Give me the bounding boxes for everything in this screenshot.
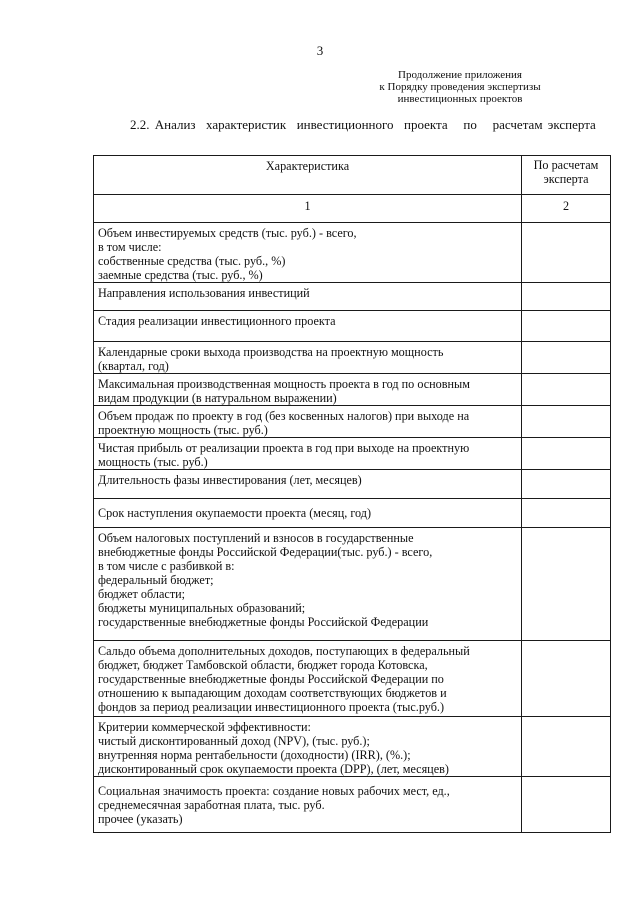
table-row [94, 777, 611, 833]
row-expert-value[interactable] [522, 528, 611, 641]
row-characteristic [94, 283, 522, 311]
row-line: внутренняя норма рентабельности (доходности) (IRR), (%.); [98, 748, 411, 762]
row-characteristic [94, 528, 522, 641]
table-row [94, 406, 611, 438]
row-expert-value[interactable] [522, 311, 611, 342]
section-title: 2.2. Анализ характеристик инвестиционного проекта по расчетам эксперта [130, 117, 596, 132]
row-line: Чистая прибыль от реализации проекта в год при выходе на проектную [98, 441, 470, 455]
table-row [94, 223, 611, 283]
row-expert-value[interactable] [522, 374, 611, 406]
row-expert-value[interactable] [522, 406, 611, 438]
header-expert-calc: По расчетам эксперта [522, 156, 611, 195]
row-line: видам продукции (в натуральном выражении) [98, 391, 337, 405]
row-line: Стадия реализации инвестиционного проекта [98, 314, 336, 328]
row-expert-value[interactable] [522, 777, 611, 833]
row-line: в том числе с разбивкой в: [98, 559, 235, 573]
row-line: бюджет области; [98, 587, 186, 601]
row-line: Срок наступления окупаемости проекта (месяц, год) [98, 506, 372, 520]
row-line: федеральный бюджет; [98, 573, 214, 587]
row-line: чистый дисконтированный доход (NPV), (тыс. руб.); [98, 734, 370, 748]
table-row [94, 283, 611, 311]
row-line: Объем налоговых поступлений и взносов в государственные [98, 531, 414, 545]
row-line: Социальная значимость проекта: создание новых рабочих мест, ед., [98, 784, 450, 798]
table-row [94, 470, 611, 499]
row-line: государственные внебюджетные фонды Российской Федерации по [98, 672, 444, 686]
table-row [94, 342, 611, 374]
row-expert-value[interactable] [522, 283, 611, 311]
row-line: Максимальная производственная мощность проекта в год по основным [98, 377, 470, 391]
row-characteristic [94, 311, 522, 342]
analysis-table [93, 155, 611, 833]
table-row [94, 311, 611, 342]
row-characteristic [94, 438, 522, 470]
row-line: прочее (указать) [98, 812, 183, 826]
row-characteristic [94, 406, 522, 438]
row-characteristic [94, 470, 522, 499]
row-characteristic [94, 223, 522, 283]
table-row [94, 641, 611, 717]
row-expert-value[interactable] [522, 641, 611, 717]
row-line: (квартал, год) [98, 359, 169, 373]
row-characteristic [94, 499, 522, 528]
row-line: Критерии коммерческой эффективности: [98, 720, 311, 734]
row-line: собственные средства (тыс. руб., %) [98, 254, 286, 268]
column-number-row [94, 195, 611, 223]
row-line: заемные средства (тыс. руб., %) [98, 268, 263, 282]
row-line: Объем инвестируемых средств (тыс. руб.) - всего, [98, 226, 357, 240]
annex-line: Продолжение приложения [398, 69, 522, 81]
row-line: фондов за период реализации инвестиционного проекта (тыс.руб.) [98, 700, 444, 714]
column-number-1: 1 [94, 195, 522, 223]
header-characteristic: Характеристика [94, 156, 522, 195]
row-line: отношению к выпадающим доходам соответствующих бюджетов и [98, 686, 447, 700]
row-line: в том числе: [98, 240, 162, 254]
row-characteristic [94, 342, 522, 374]
header-expert-calc-line2: эксперта [543, 172, 589, 186]
row-line: проектную мощность (тыс. руб.) [98, 423, 268, 437]
row-characteristic [94, 717, 522, 777]
row-expert-value[interactable] [522, 223, 611, 283]
row-line: среднемесячная заработная плата, тыс. руб. [98, 798, 325, 812]
row-line: Направления использования инвестиций [98, 286, 310, 300]
table-row [94, 374, 611, 406]
table-row [94, 717, 611, 777]
table-row [94, 528, 611, 641]
table-row [94, 438, 611, 470]
row-line: Объем продаж по проекту в год (без косвенных налогов) при выходе на [98, 409, 470, 423]
row-line: бюджет, бюджет Тамбовской области, бюджет города Котовска, [98, 658, 428, 672]
row-characteristic [94, 641, 522, 717]
row-line: дисконтированный срок окупаемости проекта (DPP), (лет, месяцев) [98, 762, 449, 776]
row-characteristic [94, 374, 522, 406]
annex-line: к Порядку проведения экспертизы [379, 81, 541, 93]
table-header-row [94, 156, 611, 195]
row-line: Длительность фазы инвестирования (лет, месяцев) [98, 473, 362, 487]
row-line: мощность (тыс. руб.) [98, 455, 208, 469]
annex-header [340, 69, 580, 105]
row-expert-value[interactable] [522, 499, 611, 528]
table-row [94, 499, 611, 528]
row-line: Сальдо объема дополнительных доходов, поступающих в федеральный [98, 644, 470, 658]
page-number: 3 [316, 43, 324, 58]
annex-line: инвестиционных проектов [397, 93, 523, 105]
row-expert-value[interactable] [522, 717, 611, 777]
row-line: внебюджетные фонды Российской Федерации(тыс. руб.) - всего, [98, 545, 433, 559]
row-expert-value[interactable] [522, 342, 611, 374]
row-expert-value[interactable] [522, 470, 611, 499]
row-line: бюджеты муниципальных образований; [98, 601, 306, 615]
column-number-2: 2 [522, 195, 611, 223]
row-line: государственные внебюджетные фонды Российской Федерации [98, 615, 429, 629]
row-expert-value[interactable] [522, 438, 611, 470]
row-characteristic [94, 777, 522, 833]
row-line: Календарные сроки выхода производства на проектную мощность [98, 345, 444, 359]
